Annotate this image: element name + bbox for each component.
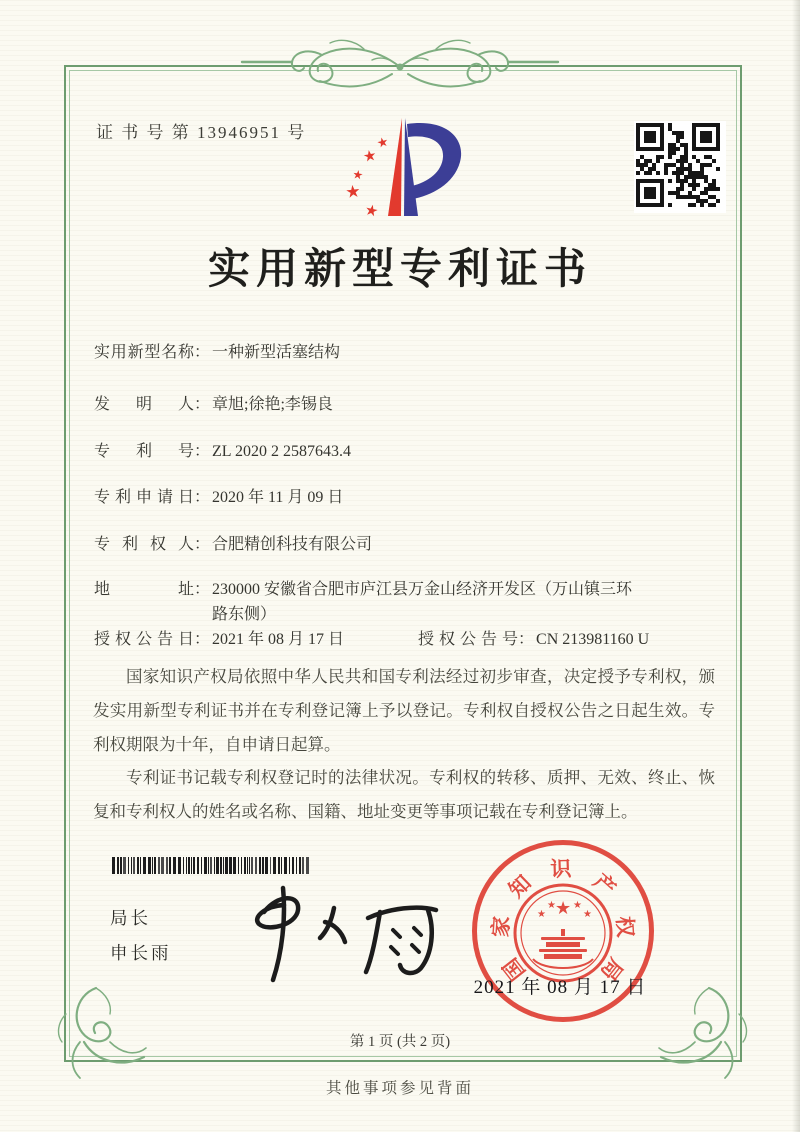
svg-text:★: ★ xyxy=(344,181,362,203)
seal-ring-char: 国 xyxy=(498,953,531,985)
qr-code-icon xyxy=(634,121,726,213)
field-colon: ： xyxy=(194,396,211,413)
field-row-inventor xyxy=(94,393,719,418)
svg-text:★: ★ xyxy=(547,900,556,911)
field-row-patentee xyxy=(94,533,719,558)
barcode-icon xyxy=(112,857,312,874)
certificate-number: 证 书 号 第 13946951 号 xyxy=(96,123,307,142)
field-colon: ： xyxy=(194,581,211,598)
field-label: 地址 xyxy=(94,581,194,598)
director-name: 申长雨 xyxy=(110,943,172,963)
field-value: 230000 安徽省合肥市庐江县万金山经济开发区（万山镇三环路东侧） xyxy=(212,581,633,623)
field-value: 2021 年 08 月 17 日 xyxy=(212,631,345,648)
field-label: 授权公告号 xyxy=(418,631,519,648)
field-value: ZL 2020 2 2587643.4 xyxy=(212,443,351,460)
svg-text:★: ★ xyxy=(361,145,378,166)
field-colon: ： xyxy=(194,536,211,553)
field-label: 实用新型名称 xyxy=(94,344,194,361)
grant-date-group xyxy=(94,628,344,653)
national-emblem-icon xyxy=(511,881,615,985)
legal-paragraph-1: 国家知识产权局依照中华人民共和国专利法经过初步审查，决定授予专利权，颁发实用新型专利证书并在专利登记簿上予以登记。专利权自授权公告之日起生效。专利权期限为十年，自申请日起算。 xyxy=(93,667,715,754)
field-label: 专利权人 xyxy=(94,536,194,553)
field-colon: ： xyxy=(194,443,211,460)
certificate-title: 实用新型专利证书 xyxy=(207,247,592,293)
legal-text xyxy=(93,660,715,829)
field-row-grant xyxy=(94,628,719,653)
field-value: 合肥精创科技有限公司 xyxy=(212,536,373,553)
seal-ring-char: 权 xyxy=(612,915,638,938)
field-colon: ： xyxy=(194,344,211,361)
seal-ring-char: 知 xyxy=(504,870,536,903)
field-label: 授权公告日 xyxy=(94,631,194,648)
seal-ring-char: 产 xyxy=(588,868,621,901)
svg-text:★: ★ xyxy=(363,200,381,221)
svg-text:★: ★ xyxy=(375,134,391,152)
legal-paragraph-2: 专利证书记载专利权登记时的法律状况。专利权的转移、质押、无效、终止、恢复和专利权人的姓名或名称、国籍、地址变更等事项记载在专利登记簿上。 xyxy=(93,768,715,822)
field-value: 一种新型活塞结构 xyxy=(212,344,341,361)
field-row-address xyxy=(94,578,719,628)
svg-text:★: ★ xyxy=(573,900,582,911)
director-title: 局长 xyxy=(110,908,151,928)
grant-number-group xyxy=(418,628,649,653)
field-value: CN 213981160 U xyxy=(536,631,650,648)
field-label: 专利号 xyxy=(94,443,194,460)
field-label: 专利申请日 xyxy=(94,489,194,506)
cnipa-logo-icon xyxy=(328,110,482,228)
director-block xyxy=(110,901,172,971)
seal-date: 2021 年 08 月 17 日 xyxy=(473,977,647,998)
back-side-note: 其他事项参见背面 xyxy=(325,1080,474,1097)
scan-edge-shadow xyxy=(792,0,800,1132)
field-colon: ： xyxy=(518,631,535,648)
seal-ring-char: 局 xyxy=(595,953,628,985)
page-number: 第 1 页 (共 2 页) xyxy=(349,1034,451,1050)
svg-text:★: ★ xyxy=(555,898,572,919)
field-value: 章旭;徐艳;李锡良 xyxy=(212,396,333,413)
svg-text:★: ★ xyxy=(351,167,365,183)
field-row-name xyxy=(94,341,719,366)
field-colon: ： xyxy=(194,631,211,648)
field-label: 发明人 xyxy=(94,396,194,413)
director-signature-icon xyxy=(228,878,468,993)
seal-ring-char: 识 xyxy=(549,856,572,882)
seal-ring-char: 家 xyxy=(488,915,514,938)
field-value: 2020 年 11 月 09 日 xyxy=(212,489,344,506)
field-colon: ： xyxy=(194,489,211,506)
field-row-filing-date xyxy=(94,486,719,511)
svg-text:★: ★ xyxy=(537,909,546,920)
svg-text:★: ★ xyxy=(583,909,592,920)
field-row-patent-number xyxy=(94,440,719,465)
